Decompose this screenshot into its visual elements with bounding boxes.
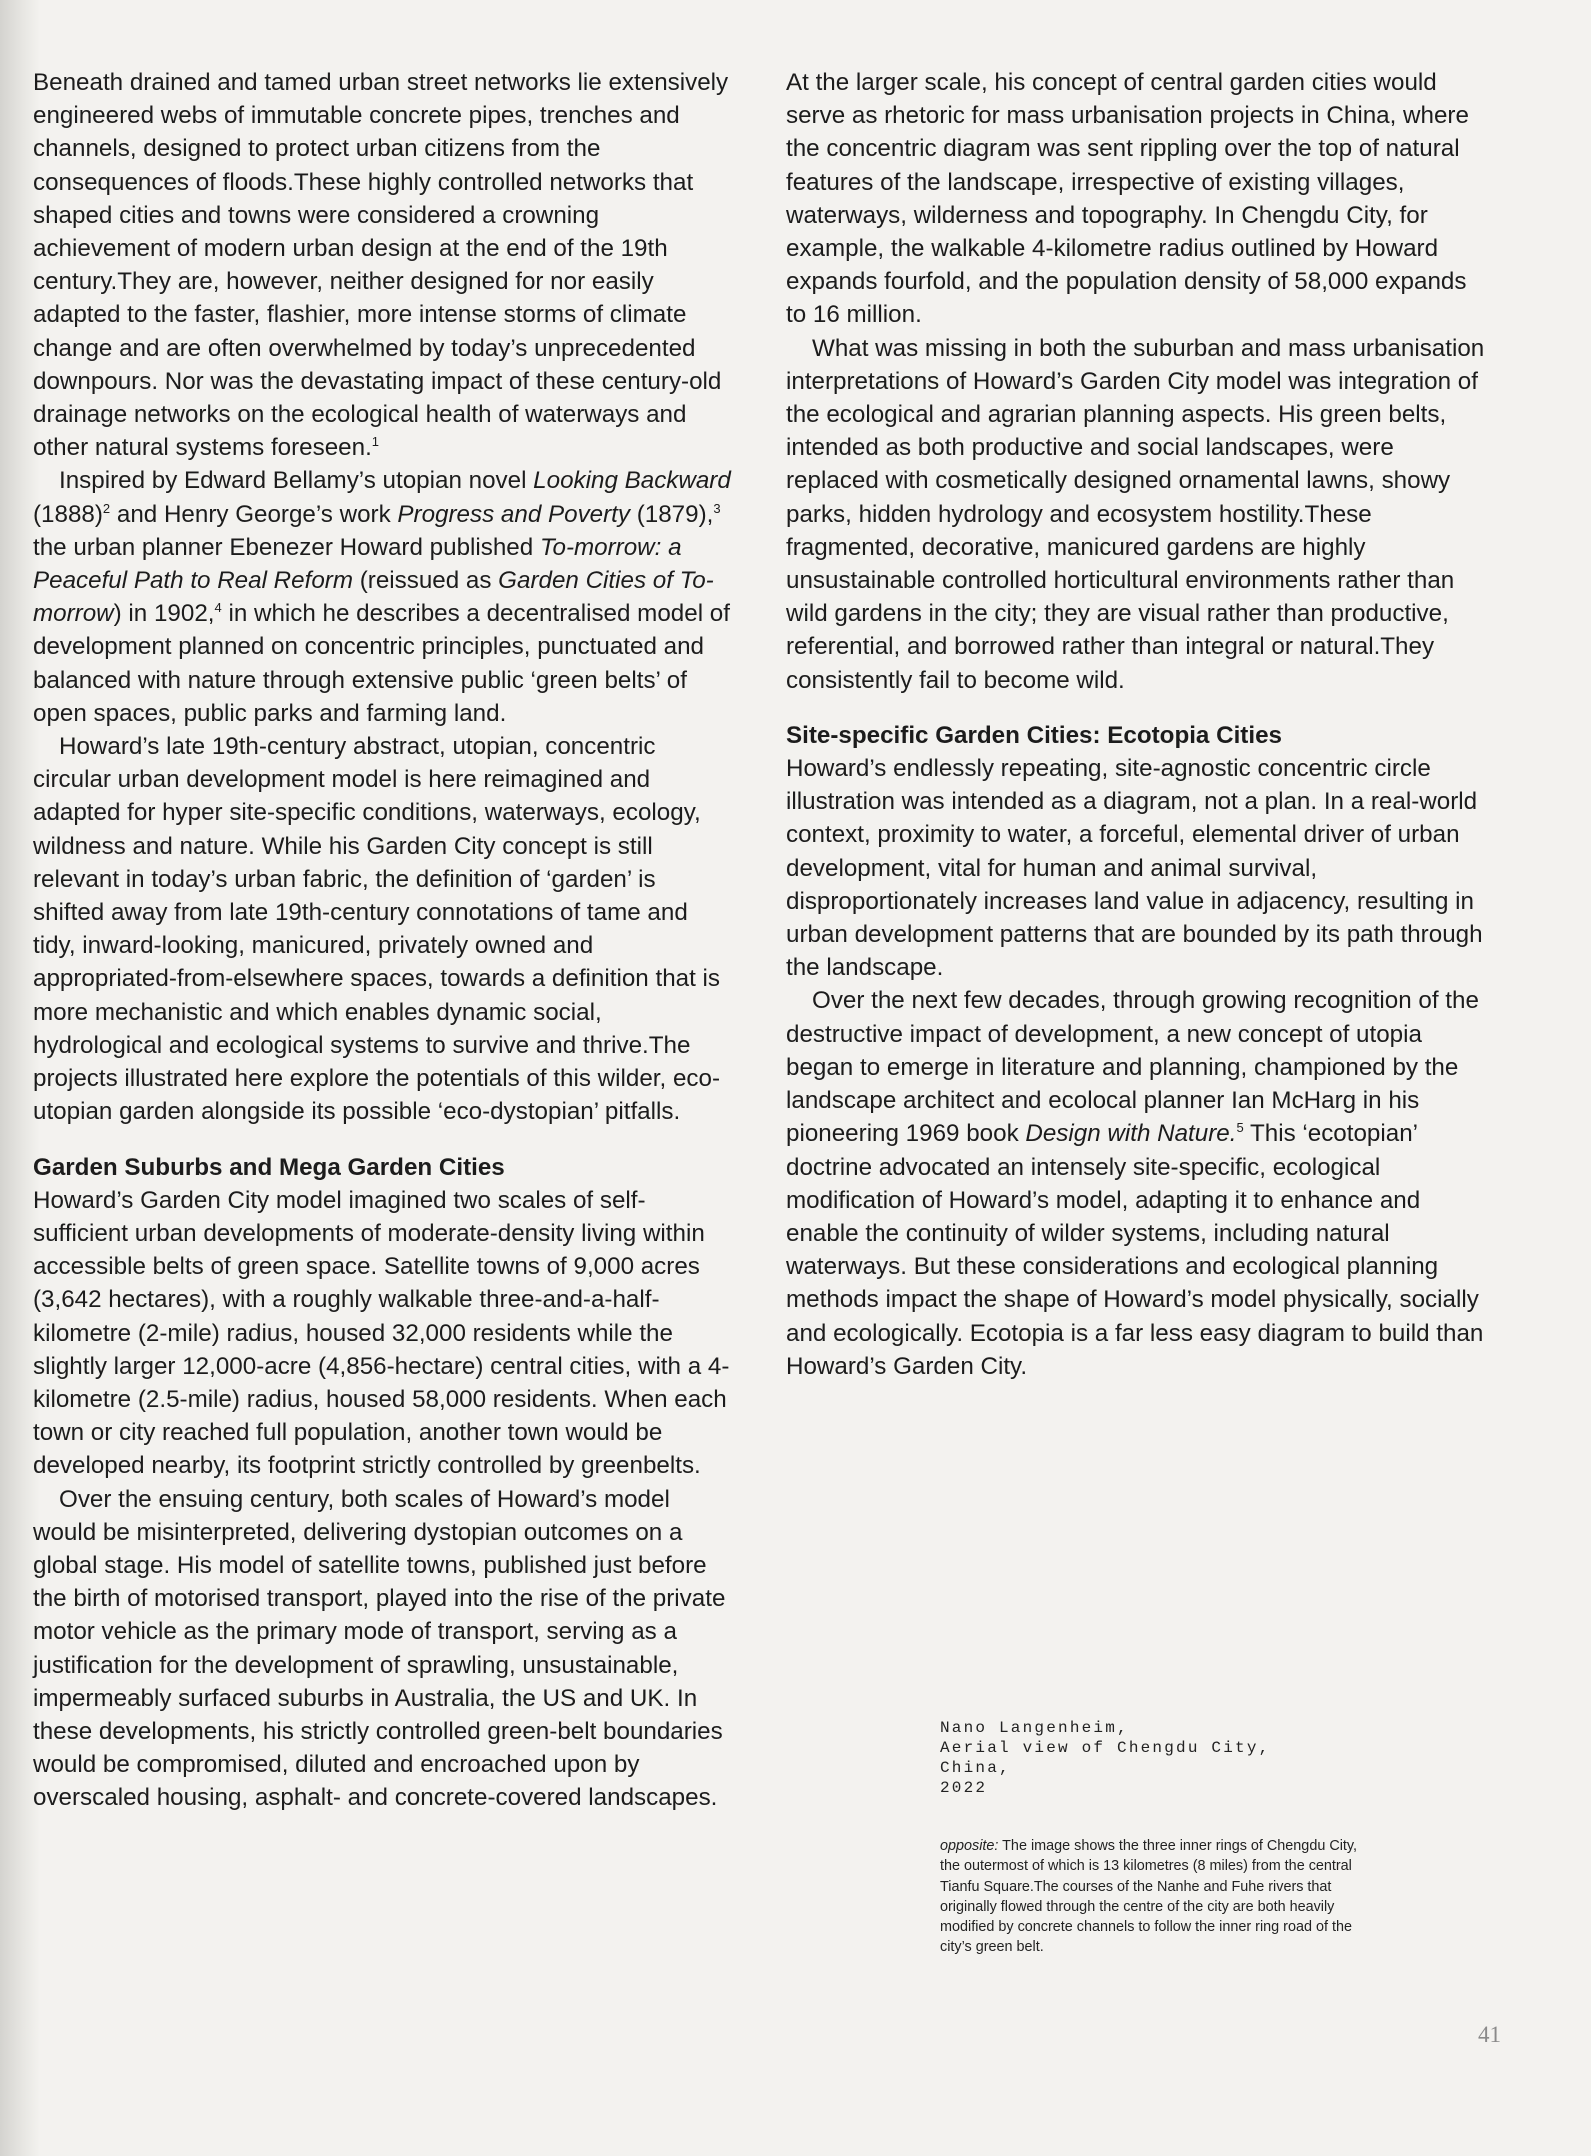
credit-year: 2022	[940, 1779, 988, 1797]
paragraph-missing-integration: What was missing in both the suburban and mass urbanisation interpretations of Howard’s Garden City model was integration of the ecological and agrarian planning aspects. His green belts, intended as both productive and social landscapes, were replaced with cosmetically designed ornamental lawns, showy parks, hidden hydrology and ecosystem hostility.These fragmented, decorative, manicured gardens are highly unsustainable controlled horticultural environments rather than wild gardens in the city; they are visual rather than productive, referential, and borrowed rather than integral or natural.They consistently fail to become wild.	[786, 334, 1485, 694]
paragraph-two-scales: Howard’s Garden City model imagined two scales of self-sufficient urban developments of moderate-density living within accessible belts of green space. Satellite towns of 9,000 acres (3,642 hectares), with a roughly walkable three-and-a-half-kilometre (2-mile) radius, housed 32,000 residents while the slightly larger 12,000-acre (4,856-hectare) central cities, with a 4-kilometre (2.5-mile) radius, housed 58,000 residents. When each town or city reached full population, another town would be developed nearby, its footprint strictly controlled by greenbelts.	[33, 1186, 730, 1480]
footnote-marker: 2	[102, 500, 111, 516]
left-column	[33, 66, 733, 1815]
image-credit	[940, 1718, 1360, 1798]
section-spacer	[33, 1129, 733, 1151]
credit-title: Aerial view of Chengdu City,	[940, 1739, 1271, 1757]
footnote-marker: 1	[371, 434, 380, 450]
credit-location: China,	[940, 1759, 1011, 1777]
section-heading-garden-suburbs: Garden Suburbs and Mega Garden Cities	[33, 1153, 505, 1181]
credit-author: Nano Langenheim,	[940, 1719, 1129, 1737]
book-title: Looking Backward	[533, 467, 731, 495]
image-caption	[940, 1836, 1370, 1958]
paragraph-site-agnostic: Howard’s endlessly repeating, site-agnostic concentric circle illustration was intended as a diagram, not a plan. In a real-world context, proximity to water, a forceful, elemental driver of urban development, vital for human and animal survival, disproportionately increases land value in adjacency, resulting in urban development patterns that are bounded by its path through the landscape.	[786, 755, 1483, 982]
caption-label: opposite:	[940, 1838, 999, 1854]
paragraph-drainage-networks: Beneath drained and tamed urban street networks lie extensively engineered webs of immutable concrete pipes, trenches and channels, designed to protect urban citizens from the consequences of floods.These highly controlled networks that shaped cities and towns were considered a crowning achievement of modern urban design at the end of the 19th century.They are, however, neither designed for nor easily adapted to the faster, flashier, more intense storms of climate change and are often overwhelmed by today’s unprecedented downpours. Nor was the devastating impact of these century-old drainage networks on the ecological health of waterways and other natural systems foreseen.$^1$	[33, 69, 729, 462]
paragraph-howard-inspiration: Inspired by Edward Bellamy’s utopian novel Looking Backward $(1888)^2$ and Henry George’s work Progress and Poverty (1879),$^3$ the urban planner Ebenezer Howard published To-morrow: a Peaceful Path to Real Reform (reissued as Garden Cities of To-morrow) in 1902,$^4$ in which he describes a decentralised model of development planned on concentric principles, punctuated and balanced with nature through extensive public ‘green belts’ of open spaces, public parks and farming land.	[33, 467, 731, 727]
book-title: To-morrow: a Peaceful Path to Real Reform	[33, 533, 682, 595]
caption-text: The image shows the three inner rings of Chengdu City, the outermost of which is 13 kilometres (8 miles) from the central Tianfu Square.The courses of the Nanhe and Fuhe rivers that originally flowed through the centre of the city are both heavily modified by concrete channels to follow the inner ring road of the city’s green belt.	[940, 1838, 1358, 1956]
paragraph-new-utopia: Over the next few decades, through growing recognition of the destructive impact of development, a new concept of utopia began to emerge in literature and planning, championed by the landscape architect and ecolocal planner Ian McHarg in his pioneering 1969 book Design with Nature.$^5$ This ‘ecotopian’ doctrine advocated an intensely site-specific, ecological modification of Howard’s model, adapting it to enhance and enable the continuity of wilder systems, including natural waterways. But these considerations and ecological planning methods impact the shape of Howard’s model physically, socially and ecologically. Ecotopia is a far less easy diagram to build than Howard’s Garden City.	[786, 987, 1484, 1380]
section-heading-ecotopia: Site-specific Garden Cities: Ecotopia Cities	[786, 721, 1282, 749]
right-column	[786, 66, 1486, 1383]
paragraph-model-reimagined: Howard’s late 19th-century abstract, utopian, concentric circular urban development model is here reimagined and adapted for hyper site-specific conditions, waterways, ecology, wildness and nature. While his Garden City concept is still relevant in today’s urban fabric, the definition of ‘garden’ is shifted away from late 19th-century connotations of tame and tidy, inward-looking, manicured, privately owned and appropriated-from-elsewhere spaces, towards a definition that is more mechanistic and which enables dynamic social, hydrological and ecological systems to survive and thrive.The projects illustrated here explore the potentials of this wilder, eco-utopian garden alongside its possible ‘eco-dystopian’ pitfalls.	[33, 733, 721, 1126]
section-spacer	[786, 697, 1486, 719]
footnote-marker: 5	[1236, 1120, 1244, 1136]
book-title: Garden Cities of To-morrow	[33, 567, 714, 628]
paragraph-misinterpreted: Over the ensuing century, both scales of Howard’s model would be misinterpreted, delivering dystopian outcomes on a global stage. His model of satellite towns, published just before the birth of motorised transport, played into the rise of the private motor vehicle as the primary mode of transport, serving as a justification for the development of sprawling, unsustainable, impermeably surfaced suburbs in Australia, the US and UK. In these developments, his strictly controlled green-belt boundaries would be compromised, diluted and encroached upon by overscaled housing, asphalt- and concrete-covered landscapes.	[33, 1485, 726, 1812]
page-number: 41	[1478, 2022, 1501, 2047]
footnote-marker: 4	[214, 600, 222, 616]
book-title: Progress and Poverty	[397, 500, 630, 528]
footnote-marker: 3	[713, 500, 721, 516]
paragraph-larger-scale: At the larger scale, his concept of central garden cities would serve as rhetoric for mass urbanisation projects in China, where the concentric diagram was sent rippling over the top of natural features of the landscape, irrespective of existing villages, waterways, wilderness and topography. In Chengdu City, for example, the walkable 4-kilometre radius outlined by Howard expands fourfold, and the population density of 58,000 expands to 16 million.	[786, 69, 1469, 329]
book-title: Design with Nature.	[1025, 1120, 1237, 1148]
